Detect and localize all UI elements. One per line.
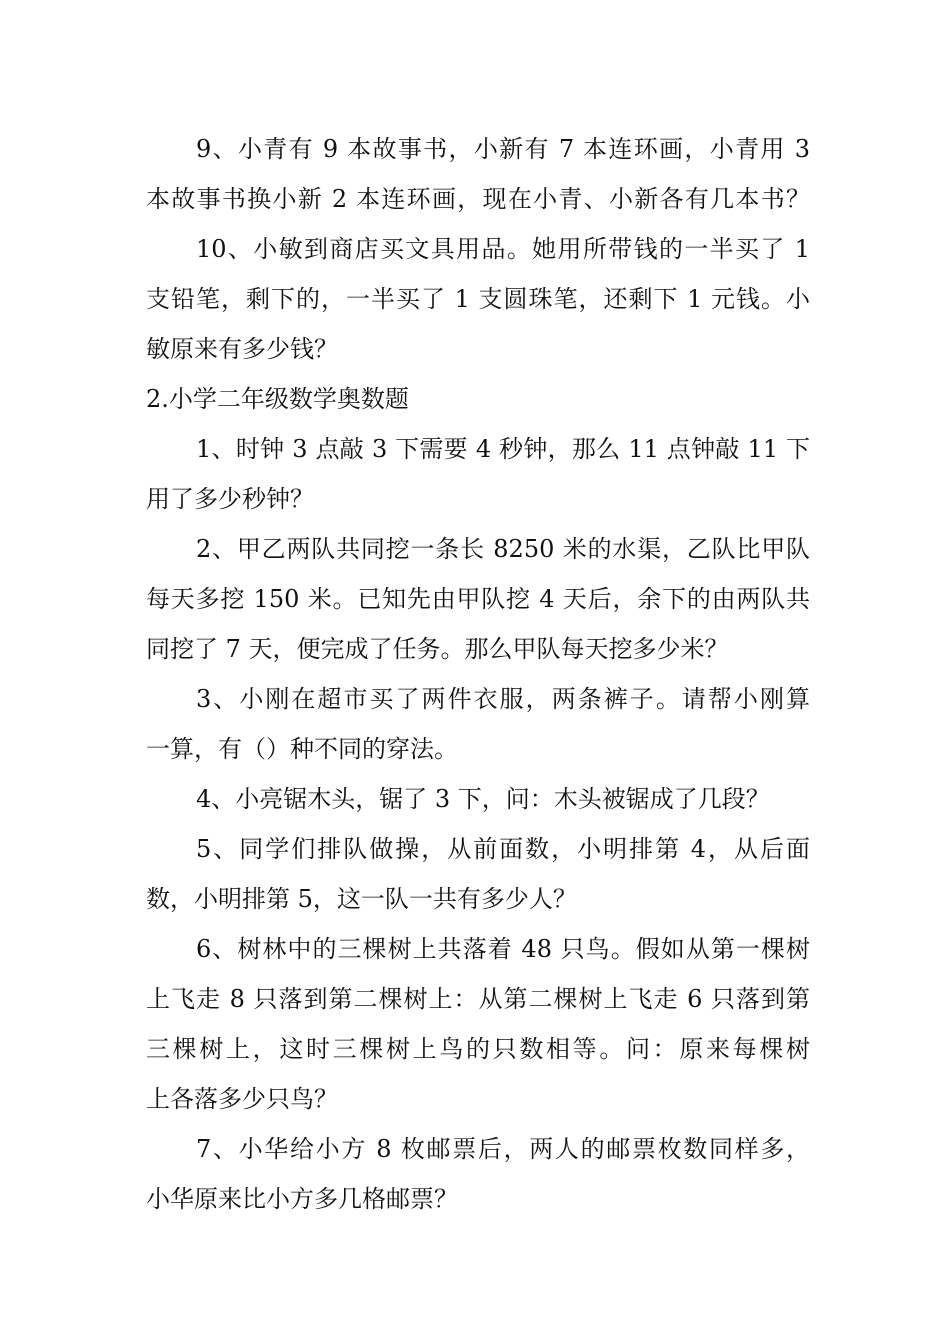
paragraph-line: 本故事书换小新 2 本连环画，现在小青、小新各有几本书？	[146, 185, 810, 213]
paragraph-line: 每天多挖 150 米。已知先由甲队挖 4 天后，余下的由两队共	[146, 585, 810, 613]
paragraph-line: 数，小明排第 5，这一队一共有多少人？	[146, 885, 577, 913]
paragraph-line: 支铅笔，剩下的，一半买了 1 支圆珠笔，还剩下 1 元钱。小	[146, 285, 810, 313]
paragraph-line: 同挖了 7 天，便完成了任务。那么甲队每天挖多少米？	[146, 635, 729, 663]
section-heading: 2.小学二年级数学奥数题	[146, 385, 409, 413]
paragraph-line: 小华原来比小方多几格邮票？	[146, 1185, 458, 1213]
paragraph-line: 9、小青有 9 本故事书，小新有 7 本连环画，小青用 3	[196, 135, 810, 163]
paragraph-line: 4、小亮锯木头，锯了 3 下，问：木头被锯成了几段？	[196, 785, 770, 813]
paragraph-line: 6、树林中的三棵树上共落着 48 只鸟。假如从第一棵树	[196, 935, 810, 963]
paragraph-line: 1、时钟 3 点敲 3 下需要 4 秒钟，那么 11 点钟敲 11 下	[196, 435, 810, 463]
paragraph-line: 7、小华给小方 8 枚邮票后，两人的邮票枚数同样多，	[196, 1135, 810, 1163]
paragraph-line: 用了多少秒钟？	[146, 485, 314, 513]
paragraph-line: 上各落多少只鸟？	[146, 1085, 338, 1113]
paragraph-line: 10、小敏到商店买文具用品。她用所带钱的一半买了 1	[196, 235, 810, 263]
paragraph-line: 三棵树上，这时三棵树上鸟的只数相等。问：原来每棵树	[146, 1035, 810, 1063]
paragraph-line: 5、同学们排队做操，从前面数，小明排第 4，从后面	[196, 835, 810, 863]
paragraph-line: 2、甲乙两队共同挖一条长 8250 米的水渠，乙队比甲队	[196, 535, 810, 563]
paragraph-line: 一算，有（）种不同的穿法。	[146, 735, 458, 763]
paragraph-line: 上飞走 8 只落到第二棵树上：从第二棵树上飞走 6 只落到第	[146, 985, 810, 1013]
paragraph-line: 敏原来有多少钱？	[146, 335, 338, 363]
paragraph-line: 3、小刚在超市买了两件衣服，两条裤子。请帮小刚算	[196, 685, 810, 713]
